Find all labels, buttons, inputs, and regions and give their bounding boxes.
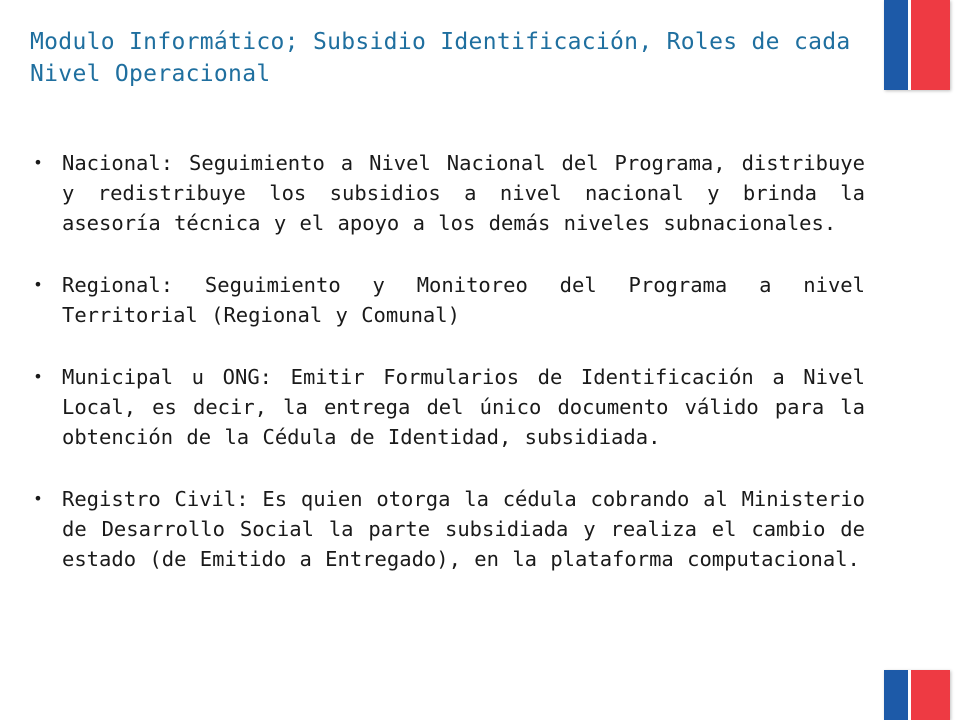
bullet-text: Nacional: Seguimiento a Nivel Nacional del Programa, distribuye y redistribuye los subsidios a nivel nacional y brinda la asesoría técnica y el apoyo a los demás niveles subnacionales. — [62, 151, 865, 235]
bullet-icon: • — [33, 489, 43, 508]
slide-title: Modulo Informático; Subsidio Identificación, Roles de cada Nivel Operacional — [30, 29, 851, 87]
bullet-icon: • — [33, 367, 43, 386]
bullet-item-registro-civil — [30, 484, 865, 574]
flag-logo-bottom — [884, 670, 950, 720]
bullet-list — [30, 148, 865, 606]
flag-blue-stripe — [884, 0, 908, 90]
bullet-item-nacional — [30, 148, 865, 238]
bullet-icon: • — [33, 153, 43, 172]
flag-logo-top — [884, 0, 950, 90]
bullet-text: Municipal u ONG: Emitir Formularios de Identificación a Nivel Local, es decir, la entrega del único documento válido para la obtención de la Cédula de Identidad, subsidiada. — [62, 365, 865, 449]
bullet-text: Registro Civil: Es quien otorga la cédula cobrando al Ministerio de Desarrollo Social la parte subsidiada y realiza el cambio de estado (de Emitido a Entregado), en la plataforma computacional. — [62, 487, 865, 571]
bullet-item-municipal — [30, 362, 865, 452]
flag-red-stripe — [911, 0, 950, 90]
bullet-text: Regional: Seguimiento y Monitoreo del Programa a nivel Territorial (Regional y Comunal) — [62, 273, 865, 327]
bullet-icon: • — [33, 275, 43, 294]
bullet-item-regional — [30, 270, 865, 330]
flag-blue-stripe — [884, 670, 908, 720]
flag-red-stripe — [911, 670, 950, 720]
